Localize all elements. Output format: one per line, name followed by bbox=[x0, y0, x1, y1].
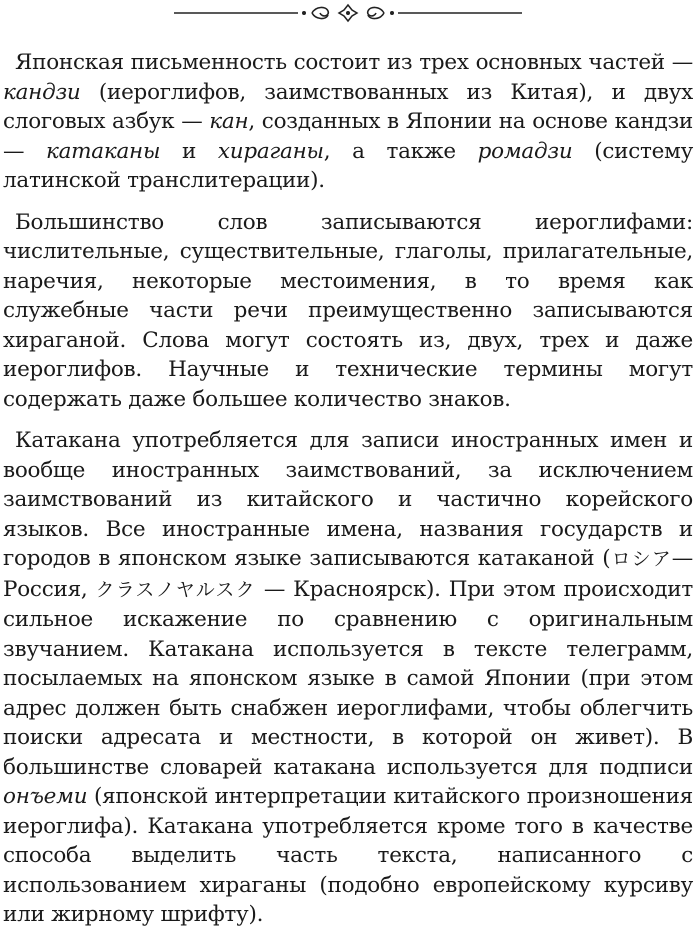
text-run: (японской интерпретации китайского произношения иероглифа). Катакана употребляется кроме того в качестве способа выделить часть текста, написанного с использованием хираганы (подобно европейскому курсиву или жирному шрифту). bbox=[3, 784, 693, 927]
japanese-text: ロシア bbox=[610, 548, 672, 570]
italic-term: хираганы bbox=[217, 138, 324, 164]
header-ornament bbox=[0, 2, 696, 24]
text-run: , созданных в Японии на основе кандзи — bbox=[3, 109, 693, 164]
text-run: (систему латинской транслитерации). bbox=[3, 138, 693, 193]
italic-term: ромадзи bbox=[477, 138, 573, 164]
text-run: Японская письменность состоит из трех основных частей — bbox=[15, 50, 693, 75]
text-run: Катакана употребляется для записи иностранных имен и вообще иностранных заимствований, за исключением заимствований из китайского и частично корейского языков. Все иностранные имена, названия государств и городов в японском языке записываются катаканой ( bbox=[3, 428, 693, 571]
italic-term: онъеми bbox=[3, 784, 88, 809]
text-run: , а также bbox=[323, 138, 478, 164]
paragraph-2 bbox=[3, 208, 693, 415]
italic-term: кандзи bbox=[3, 79, 81, 105]
japanese-text: クラスノヤルスク bbox=[95, 578, 256, 601]
italic-term: катаканы bbox=[46, 138, 161, 164]
paragraph-1 bbox=[3, 48, 693, 196]
text-run: — Россия, bbox=[3, 546, 693, 602]
text-run: Большинство слов записываются иероглифами: числительные, существительные, глаголы, прилагательные, наречия, некоторые местоимения, в то время как служебные части речи преимущественно записываются хираганой. Слова могут состоять из, двух, трех и даже иероглифов. Научные и технические термины могут содержать даже большее количество знаков. bbox=[3, 209, 693, 412]
paragraph-3 bbox=[3, 426, 693, 930]
text-run: — Красноярск). При этом происходит сильное искажение по сравнению с оригинальным звучанием. Катакана используется в тексте телеграмм, посылаемых на японском языке в самой Японии (при этом адрес должен быть снабжен иероглифами, чтобы облегчить поиски адресата и местности, в которой он живет). В большинстве словарей катакана используется для подписи bbox=[3, 576, 693, 780]
italic-term: кан bbox=[209, 109, 249, 134]
page-body bbox=[3, 48, 693, 942]
text-run: (иероглифов, заимствованных из Китая), и двух слоговых азбук — bbox=[3, 79, 693, 134]
text-run: и bbox=[160, 138, 218, 164]
